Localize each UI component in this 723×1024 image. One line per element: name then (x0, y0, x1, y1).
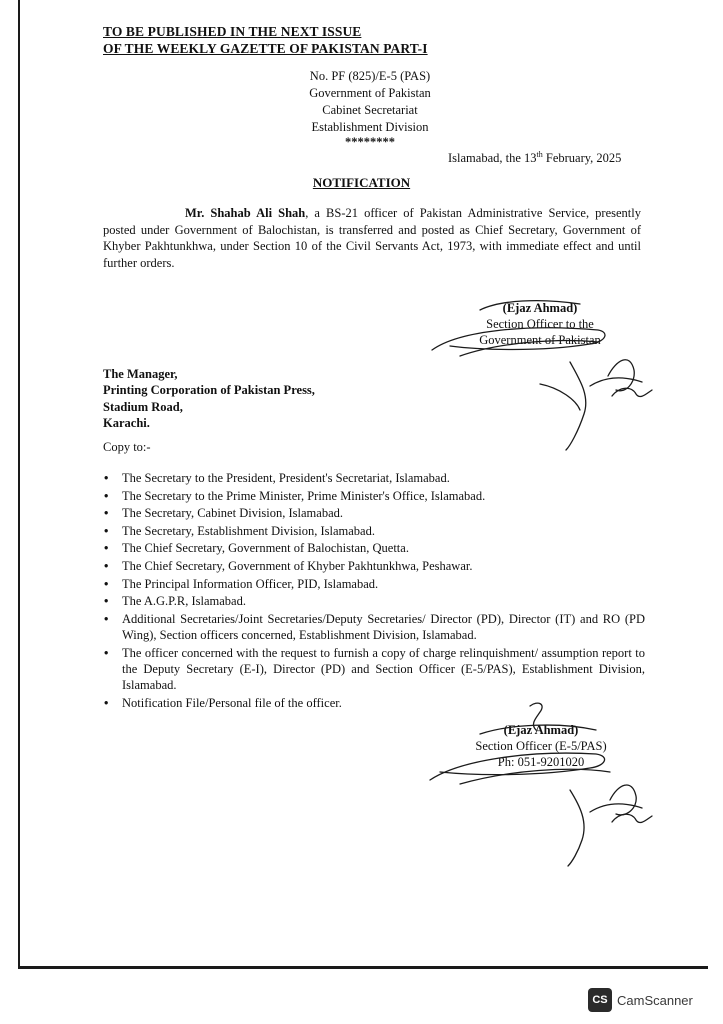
date-suffix: th (536, 150, 543, 159)
bottom-border-line (18, 966, 708, 969)
signatory-title-2: Section Officer (E-5/PAS) (475, 739, 607, 753)
list-item: • Notification File/Personal file of the officer. (100, 695, 645, 711)
gazette-header-line-1: TO BE PUBLISHED IN THE NEXT ISSUE (103, 24, 362, 39)
reference-block (240, 68, 500, 148)
copy-to-list (100, 470, 645, 712)
addressee-line-2: Printing Corporation of Pakistan Press, (103, 383, 315, 398)
camscanner-label: CamScanner (617, 992, 693, 1008)
list-item: • The Principal Information Officer, PID, Islamabad. (100, 576, 645, 592)
gazette-header-line-2: OF THE WEEKLY GAZETTE OF PAKISTAN PART-I (103, 41, 428, 56)
signatory-phone: Ph: 051-9201020 (497, 755, 585, 769)
list-item: • The Secretary to the President, President's Secretariat, Islamabad. (100, 470, 645, 486)
reference-division: Establishment Division (311, 120, 429, 134)
issue-date (448, 150, 621, 166)
list-item: • The Chief Secretary, Government of Balochistan, Quetta. (100, 540, 645, 556)
notification-title: NOTIFICATION (312, 175, 411, 190)
date-rest: February, 2025 (542, 151, 622, 166)
list-item: • The Secretary, Establishment Division, Islamabad. (100, 523, 645, 539)
list-item: • The Secretary, Cabinet Division, Islamabad. (100, 505, 645, 521)
reference-number: No. PF (825)/E-5 (PAS) (309, 69, 431, 83)
signatory-title-line-2: Government of Pakistan (479, 333, 601, 347)
handwritten-signature-2 (420, 700, 670, 870)
officer-name: Mr. Shahab Ali Shah (185, 206, 306, 220)
list-item: • The Chief Secretary, Government of Khyber Pakhtunkhwa, Peshawar. (100, 558, 645, 574)
left-border-line (18, 0, 20, 968)
notification-body-text: , a BS-21 officer of Pakistan Administrative Service, presently posted under Government of Balochistan, is transferred and posted as Chief Secretary, Government of Khyber Pakhtunkhwa, under Section 10 of the Civil Servants Act, 1973, with immediate effect and until further orders. (103, 206, 641, 270)
signatory-name-2: (Ejaz Ahmad) (503, 723, 579, 737)
signatory-name: (Ejaz Ahmad) (502, 301, 578, 315)
reference-secretariat: Cabinet Secretariat (322, 103, 418, 117)
handwritten-signature-1 (420, 290, 670, 460)
reference-government: Government of Pakistan (309, 86, 431, 100)
addressee-block (103, 366, 315, 431)
list-item: • The A.G.P.R, Islamabad. (100, 593, 645, 609)
notification-body (103, 205, 641, 271)
addressee-line-1: The Manager, (103, 367, 178, 381)
addressee-line-4: Karachi. (103, 415, 150, 430)
camscanner-logo-icon: CS (588, 988, 612, 1012)
reference-separator: ******** (345, 135, 395, 149)
signatory-title-line-1: Section Officer to the (486, 317, 594, 331)
list-item: • Additional Secretaries/Joint Secretaries/Deputy Secretaries/ Director (PD), Director (IT) and RO (PD Wing), Section officers concerned, Establishment Division, Islamabad. (100, 611, 645, 643)
addressee-line-3: Stadium Road, (103, 399, 183, 414)
copy-to-label: Copy to:- (103, 440, 151, 454)
list-item: • The Secretary to the Prime Minister, Prime Minister's Office, Islamabad. (100, 488, 645, 504)
camscanner-watermark (588, 988, 693, 1012)
list-item: • The officer concerned with the request to furnish a copy of charge relinquishment/ assumption report to the Deputy Secretary (E-I), Director (PD) and Section Officer (E-5/PAS), Establishment Division, Islamabad. (100, 645, 645, 694)
date-prefix: Islamabad, the 13 (448, 151, 537, 166)
